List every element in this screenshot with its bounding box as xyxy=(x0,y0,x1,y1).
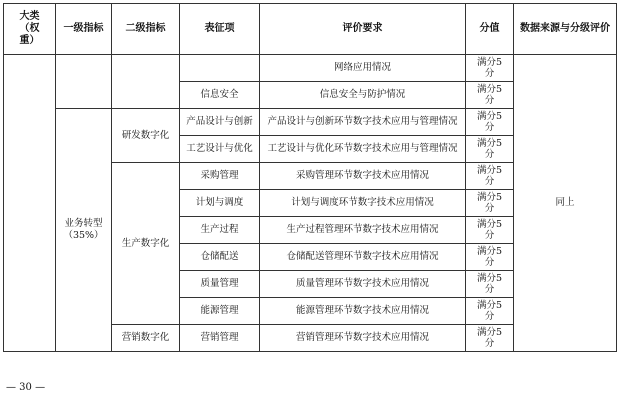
requirement-cell: 计划与调度环节数字技术应用情况 xyxy=(260,190,466,217)
indicator-cell: 生产过程 xyxy=(180,217,260,244)
requirement-cell: 网络应用情况 xyxy=(260,55,466,82)
requirement-cell: 信息安全与防护情况 xyxy=(260,82,466,109)
header-indicator: 表征项 xyxy=(180,4,260,55)
indicator-cell: 仓储配送 xyxy=(180,244,260,271)
indicator-cell xyxy=(180,55,260,82)
requirement-cell: 采购管理环节数字技术应用情况 xyxy=(260,163,466,190)
category-cell xyxy=(4,55,56,352)
table-row xyxy=(4,55,617,82)
indicator-cell: 能源管理 xyxy=(180,298,260,325)
page-number: — 30 — xyxy=(6,382,46,393)
requirement-cell: 质量管理环节数字技术应用情况 xyxy=(260,271,466,298)
indicator-cell: 营销管理 xyxy=(180,325,260,352)
score-cell: 满分5 分 xyxy=(466,271,514,298)
level2-cell-empty xyxy=(112,55,180,109)
source-cell: 同上 xyxy=(514,55,617,352)
level2-rd-cell: 研发数字化 xyxy=(112,109,180,163)
requirement-cell: 仓储配送管理环节数字技术应用情况 xyxy=(260,244,466,271)
score-cell: 满分5 分 xyxy=(466,109,514,136)
score-cell: 满分5 分 xyxy=(466,82,514,109)
header-level1: 一级指标 xyxy=(56,4,112,55)
indicator-cell: 信息安全 xyxy=(180,82,260,109)
score-cell: 满分5 分 xyxy=(466,55,514,82)
score-cell: 满分5 分 xyxy=(466,244,514,271)
header-requirement: 评价要求 xyxy=(260,4,466,55)
requirement-cell: 工艺设计与优化环节数字技术应用与管理情况 xyxy=(260,136,466,163)
indicator-cell: 计划与调度 xyxy=(180,190,260,217)
header-level2: 二级指标 xyxy=(112,4,180,55)
requirement-cell: 产品设计与创新环节数字技术应用与管理情况 xyxy=(260,109,466,136)
indicator-cell: 质量管理 xyxy=(180,271,260,298)
requirement-cell: 生产过程管理环节数字技术应用情况 xyxy=(260,217,466,244)
indicator-cell: 工艺设计与优化 xyxy=(180,136,260,163)
score-cell: 满分5 分 xyxy=(466,163,514,190)
header-source: 数据来源与分级评价 xyxy=(514,4,617,55)
header-row xyxy=(4,4,617,55)
level2-production-cell: 生产数字化 xyxy=(112,163,180,325)
requirement-cell: 能源管理环节数字技术应用情况 xyxy=(260,298,466,325)
score-cell: 满分5 分 xyxy=(466,190,514,217)
header-category: 大类 （权 重） xyxy=(4,4,56,55)
indicator-cell: 采购管理 xyxy=(180,163,260,190)
evaluation-table xyxy=(3,3,617,352)
level2-marketing-cell: 营销数字化 xyxy=(112,325,180,352)
header-score: 分值 xyxy=(466,4,514,55)
score-cell: 满分5 分 xyxy=(466,325,514,352)
level1-transformation-cell: 业务转型 （35%） xyxy=(56,109,112,352)
score-cell: 满分5 分 xyxy=(466,298,514,325)
score-cell: 满分5 分 xyxy=(466,136,514,163)
evaluation-table-wrapper xyxy=(3,3,616,352)
level1-cell-empty xyxy=(56,55,112,109)
score-cell: 满分5 分 xyxy=(466,217,514,244)
indicator-cell: 产品设计与创新 xyxy=(180,109,260,136)
requirement-cell: 营销管理环节数字技术应用情况 xyxy=(260,325,466,352)
